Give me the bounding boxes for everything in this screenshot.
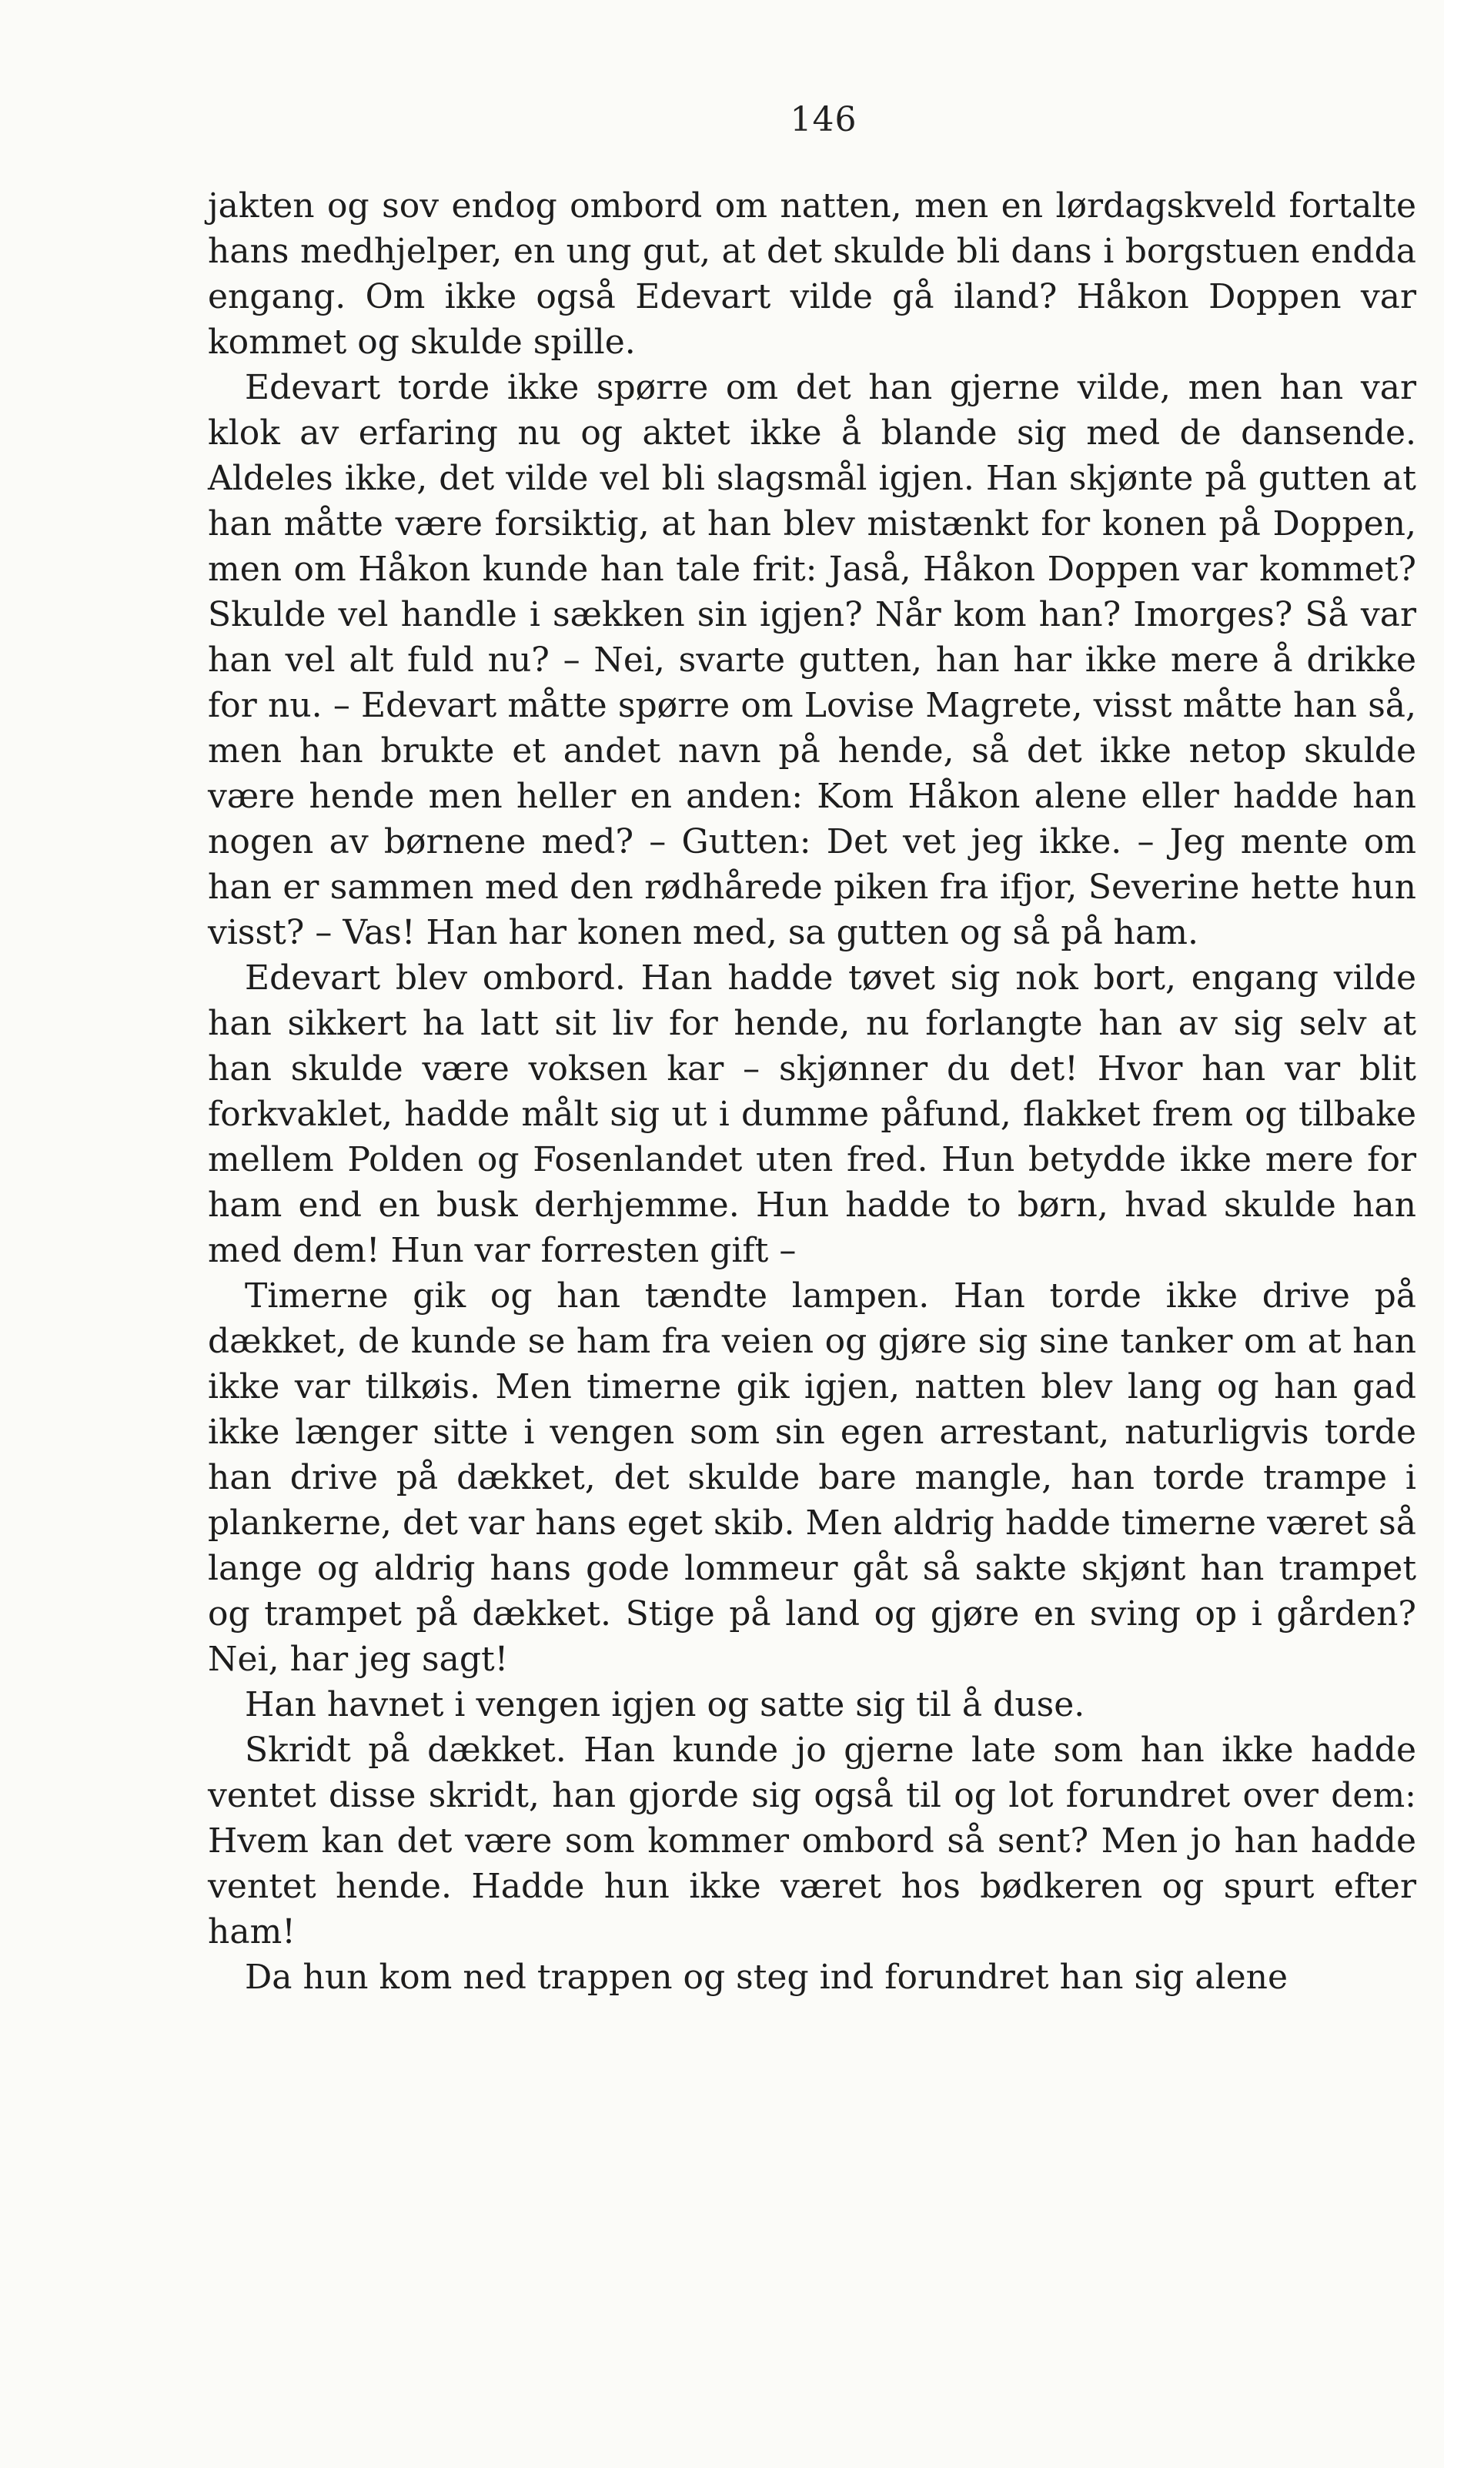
page-margin-edge bbox=[1444, 0, 1484, 2468]
body-text bbox=[208, 183, 1416, 2000]
paragraph: Edevart blev ombord. Han hadde tøvet sig nok bort, engang vilde han sikkert ha latt sit liv for hende, nu forlangte han av sig selv at han skulde være voksen kar – skjønner du det! Hvor han var blit forkvaklet, hadde målt sig ut i dumme påfund, flakket frem og tilbake mellem Polden og Fosenlandet uten fred. Hun betydde ikke mere for ham end en busk derhjemme. Hun hadde to børn, hvad skulde han med dem! Hun var forresten gift – bbox=[208, 958, 1416, 1270]
paragraph: Skridt på dækket. Han kunde jo gjerne late som han ikke hadde ventet disse skridt, han gjorde sig også til og lot forundret over dem: Hvem kan det være som kommer ombord så sent? Men jo han hadde ventet hende. Hadde hun ikke været hos bødkeren og spurt efter ham! bbox=[208, 1731, 1416, 1951]
paragraph: jakten og sov endog ombord om natten, men en lørdagskveld fortalte hans medhjelper, en ung gut, at det skulde bli dans i borgstuen endda engang. Om ikke også Edevart vilde gå iland? Håkon Doppen var kommet og skulde spille. bbox=[208, 186, 1416, 362]
paragraph: Han havnet i vengen igjen og satte sig til å duse. bbox=[245, 1685, 1085, 1724]
paragraph: Edevart torde ikke spørre om det han gjerne vilde, men han var klok av erfaring nu og aktet ikke å blande sig med de dansende. Aldeles ikke, det vilde vel bli slagsmål igjen. Han skjønte på gutten at han måtte være forsiktig, at han blev mistænkt for konen på Doppen, men om Håkon kunde han tale frit: Jaså, Håkon Doppen var kommet? Skulde vel handle i sækken sin igjen? Når kom han? Imorges? Så var han vel alt fuld nu? – Nei, svarte gutten, han har ikke mere å drikke for nu. – Edevart måtte spørre om Lovise Magrete, visst måtte han så, men han brukte et andet navn på hende, så det ikke netop skulde være hende men heller en anden: Kom Håkon alene eller hadde han nogen av børnene med? – Gutten: Det vet jeg ikke. – Jeg mente om han er sammen med den rødhårede piken fra ifjor, Severine hette hun visst? – Vas! Han har konen med, sa gutten og så på ham. bbox=[208, 368, 1416, 952]
page-number: 146 bbox=[790, 100, 857, 139]
paragraph: Timerne gik og han tændte lampen. Han torde ikke drive på dækket, de kunde se ham fra veien og gjøre sig sine tanker om at han ikke var tilkøis. Men timerne gik igjen, natten blev lang og han gad ikke længer sitte i vengen som sin egen arrestant, naturligvis torde han drive på dækket, det skulde bare mangle, han torde trampe i plankerne, det var hans eget skib. Men aldrig hadde timerne været så lange og aldrig hans gode lommeur gåt så sakte skjønt han trampet og trampet på dækket. Stige på land og gjøre en sving op i gården? Nei, har jeg sagt! bbox=[208, 1276, 1416, 1679]
paragraph: Da hun kom ned trappen og steg ind forundret han sig alene bbox=[245, 1958, 1288, 1997]
